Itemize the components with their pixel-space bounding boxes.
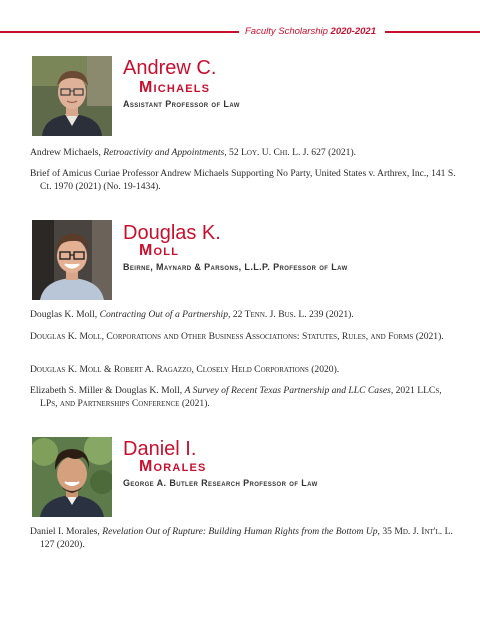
citation-source: 35 Md. J. Int'l. L. 127 (2020). bbox=[40, 526, 453, 550]
citation bbox=[30, 168, 460, 193]
citation-source: 2021 LLCs, LPs, and Partnerships Conference (2021). bbox=[40, 385, 442, 409]
profile-title: Assistant Professor of Law bbox=[123, 99, 240, 109]
header-text bbox=[245, 25, 376, 39]
citation-text: Douglas K. Moll & Robert A. Ragazzo, Closely Held Corporations (2020). bbox=[30, 364, 340, 375]
citation-title: Revelation Out of Rupture: Building Human Rights from the Bottom Up, bbox=[102, 526, 380, 537]
profile-photo-moll bbox=[32, 220, 112, 300]
header-rule-left bbox=[0, 31, 239, 33]
profile-last-name: Michaels bbox=[139, 79, 211, 96]
profile-photo-michaels bbox=[32, 56, 112, 136]
page-header bbox=[0, 25, 480, 39]
citation bbox=[30, 385, 460, 410]
profile-last-name: Moll bbox=[139, 242, 180, 259]
profile-last-name: Morales bbox=[139, 458, 207, 475]
citation-text: Douglas K. Moll, bbox=[30, 309, 100, 320]
citation bbox=[30, 331, 460, 344]
citation-source: 22 Tenn. J. Bus. L. 239 (2021). bbox=[230, 309, 354, 320]
citation bbox=[30, 147, 460, 160]
profile-title: George A. Butler Research Professor of Law bbox=[123, 478, 318, 488]
profile-photo-morales bbox=[32, 437, 112, 517]
citation-text: Elizabeth S. Miller & Douglas K. Moll, bbox=[30, 385, 185, 396]
citation-title: Contracting Out of a Partnership, bbox=[99, 309, 231, 320]
citation-title: Retroactivity and Appointments, bbox=[103, 147, 227, 158]
citation-text: Douglas K. Moll, Corporations and Other Business Associations: Statutes, Rules, and Forms (2021). bbox=[30, 331, 444, 342]
header-rule-right bbox=[385, 31, 480, 33]
citation-text: Daniel I. Morales, bbox=[30, 526, 103, 537]
citation-title: A Survey of Recent Texas Partnership and LLC Cases, bbox=[184, 385, 394, 396]
profile-first-name: Daniel I. bbox=[123, 438, 197, 460]
citation-text: Brief of Amicus Curiae Professor Andrew Michaels Supporting No Party, United States v. Arthrex, Inc., 141 S. Ct. 1970 (2021) (No. 19-1434). bbox=[30, 168, 456, 192]
profile-first-name: Andrew C. bbox=[123, 57, 217, 79]
citation bbox=[30, 309, 460, 322]
citation bbox=[30, 526, 460, 551]
citation-source: 52 Loy. U. Chi. L. J. 627 (2021). bbox=[226, 147, 357, 158]
profile-title: Beirne, Maynard & Parsons, L.L.P. Professor of Law bbox=[123, 262, 348, 272]
profile-first-name: Douglas K. bbox=[123, 222, 221, 244]
citation-text: Andrew Michaels, bbox=[30, 147, 104, 158]
header-label: Faculty Scholarship bbox=[245, 26, 328, 37]
header-years: 2020-2021 bbox=[330, 26, 376, 37]
citation bbox=[30, 364, 460, 377]
